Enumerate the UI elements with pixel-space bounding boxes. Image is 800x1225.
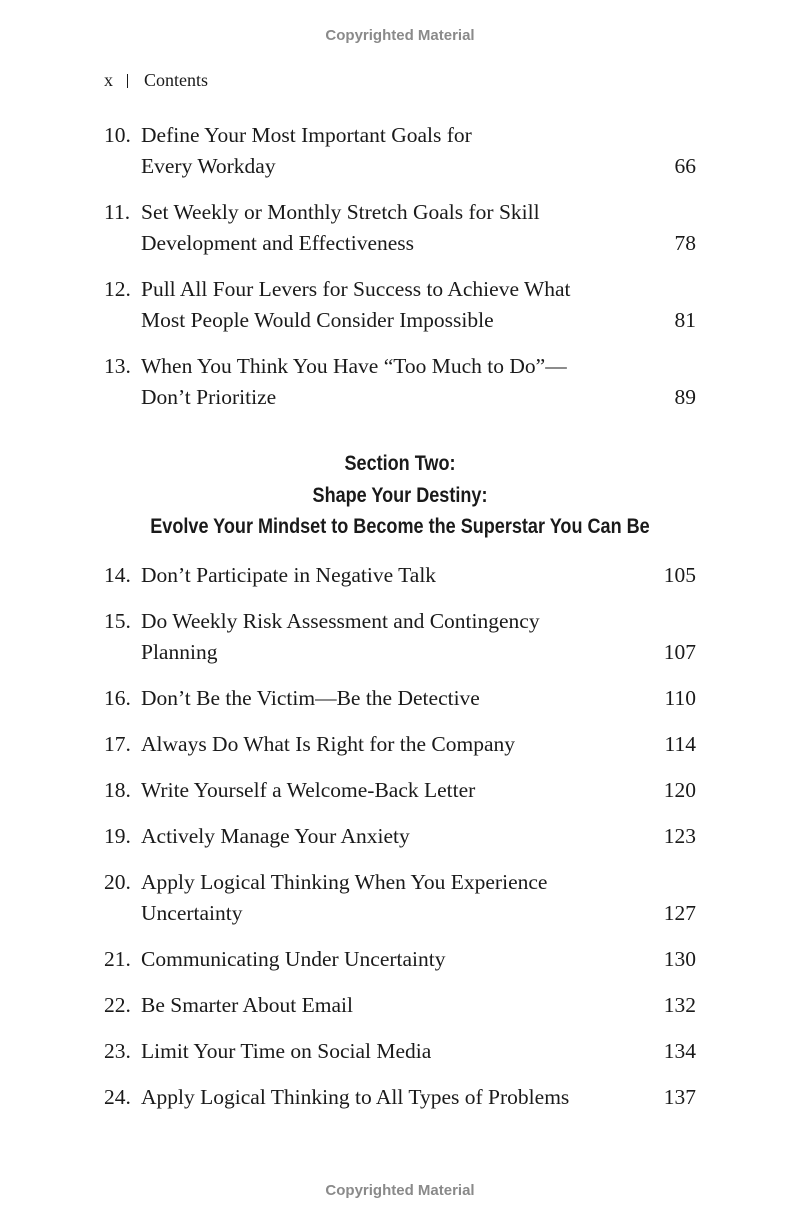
entry-title-line: Planning (141, 640, 218, 664)
entry-title-line: Define Your Most Important Goals for (141, 123, 472, 147)
entry-page: 132 (663, 993, 696, 1017)
entry-page: 89 (674, 385, 696, 409)
entry-title-line: Apply Logical Thinking When You Experience (141, 870, 548, 894)
entry-page: 134 (663, 1039, 696, 1063)
entry-number: 13. (104, 354, 131, 378)
entry-number: 15. (104, 609, 131, 633)
entry-title-line: Don’t Participate in Negative Talk (141, 563, 437, 587)
toc-entry[interactable] (104, 120, 696, 182)
entry-number: 11. (104, 200, 131, 224)
toc-entry[interactable] (104, 274, 696, 336)
section-label: Section Two: (344, 452, 456, 475)
entry-number: 19. (104, 824, 131, 848)
entry-page: 137 (663, 1085, 696, 1109)
entry-page: 130 (663, 947, 696, 971)
watermark-top: Copyrighted Material (325, 27, 475, 44)
toc-entry[interactable] (104, 560, 696, 591)
entry-page: 123 (663, 824, 696, 848)
entry-number: 21. (104, 947, 131, 971)
entry-title-line: Uncertainty (141, 901, 243, 925)
page-number: x (104, 70, 113, 90)
toc-entry[interactable] (104, 775, 696, 806)
entry-title-line: Limit Your Time on Social Media (141, 1039, 432, 1063)
entry-number: 14. (104, 563, 131, 587)
entry-page: 114 (664, 732, 696, 756)
toc-entry[interactable] (104, 606, 696, 668)
toc-entry[interactable] (104, 197, 696, 259)
toc-entry[interactable] (104, 683, 696, 714)
entry-page: 120 (663, 778, 696, 802)
entry-page: 107 (663, 640, 696, 664)
entry-title-line: Every Workday (141, 154, 276, 178)
entry-title-line: Communicating Under Uncertainty (141, 947, 446, 971)
toc-entry[interactable] (104, 351, 696, 413)
watermark-bottom: Copyrighted Material (325, 1182, 475, 1199)
entry-number: 23. (104, 1039, 131, 1063)
toc-entry[interactable] (104, 944, 696, 975)
entry-title-line: Set Weekly or Monthly Stretch Goals for Skill (141, 200, 540, 224)
running-head (104, 70, 208, 91)
entry-number: 22. (104, 993, 131, 1017)
entry-number: 18. (104, 778, 131, 802)
entry-title-line: When You Think You Have “Too Much to Do”— (141, 354, 567, 378)
entry-title-line: Development and Effectiveness (141, 231, 415, 255)
section-subtitle: Evolve Your Mindset to Become the Superstar You Can Be (150, 515, 650, 538)
toc-entry[interactable] (104, 990, 696, 1021)
entry-page: 127 (663, 901, 696, 925)
toc-entry[interactable] (104, 867, 696, 929)
entry-page: 81 (674, 308, 696, 332)
toc-entry[interactable] (104, 729, 696, 760)
entry-title-line: Do Weekly Risk Assessment and Contingency (141, 609, 540, 633)
entry-title-line: Pull All Four Levers for Success to Achieve What (141, 277, 571, 301)
section-title: Shape Your Destiny: (312, 483, 488, 507)
running-head-title: Contents (144, 70, 209, 90)
entry-title-line: Always Do What Is Right for the Company (141, 732, 516, 756)
entry-number: 20. (104, 870, 131, 894)
entry-title-line: Most People Would Consider Impossible (141, 308, 494, 332)
entry-title-line: Don’t Be the Victim—Be the Detective (141, 686, 480, 710)
toc-entry[interactable] (104, 1036, 696, 1067)
running-head-divider (127, 74, 128, 88)
toc-entry[interactable] (104, 1082, 696, 1113)
entry-title-line: Apply Logical Thinking to All Types of Problems (141, 1085, 570, 1109)
entry-number: 24. (104, 1085, 131, 1109)
entry-number: 17. (104, 732, 131, 756)
entry-title-line: Write Yourself a Welcome-Back Letter (141, 778, 476, 802)
entry-number: 16. (104, 686, 131, 710)
entry-title-line: Be Smarter About Email (141, 993, 353, 1017)
entry-title-line: Don’t Prioritize (141, 385, 277, 409)
entry-page: 110 (664, 686, 696, 710)
entry-number: 10. (104, 123, 131, 147)
entry-title-line: Actively Manage Your Anxiety (141, 824, 410, 848)
entry-number: 12. (104, 277, 131, 301)
entry-page: 78 (674, 231, 696, 255)
toc-entry[interactable] (104, 821, 696, 852)
entry-page: 105 (663, 563, 696, 587)
section-heading (56, 448, 744, 543)
entry-page: 66 (674, 154, 696, 178)
